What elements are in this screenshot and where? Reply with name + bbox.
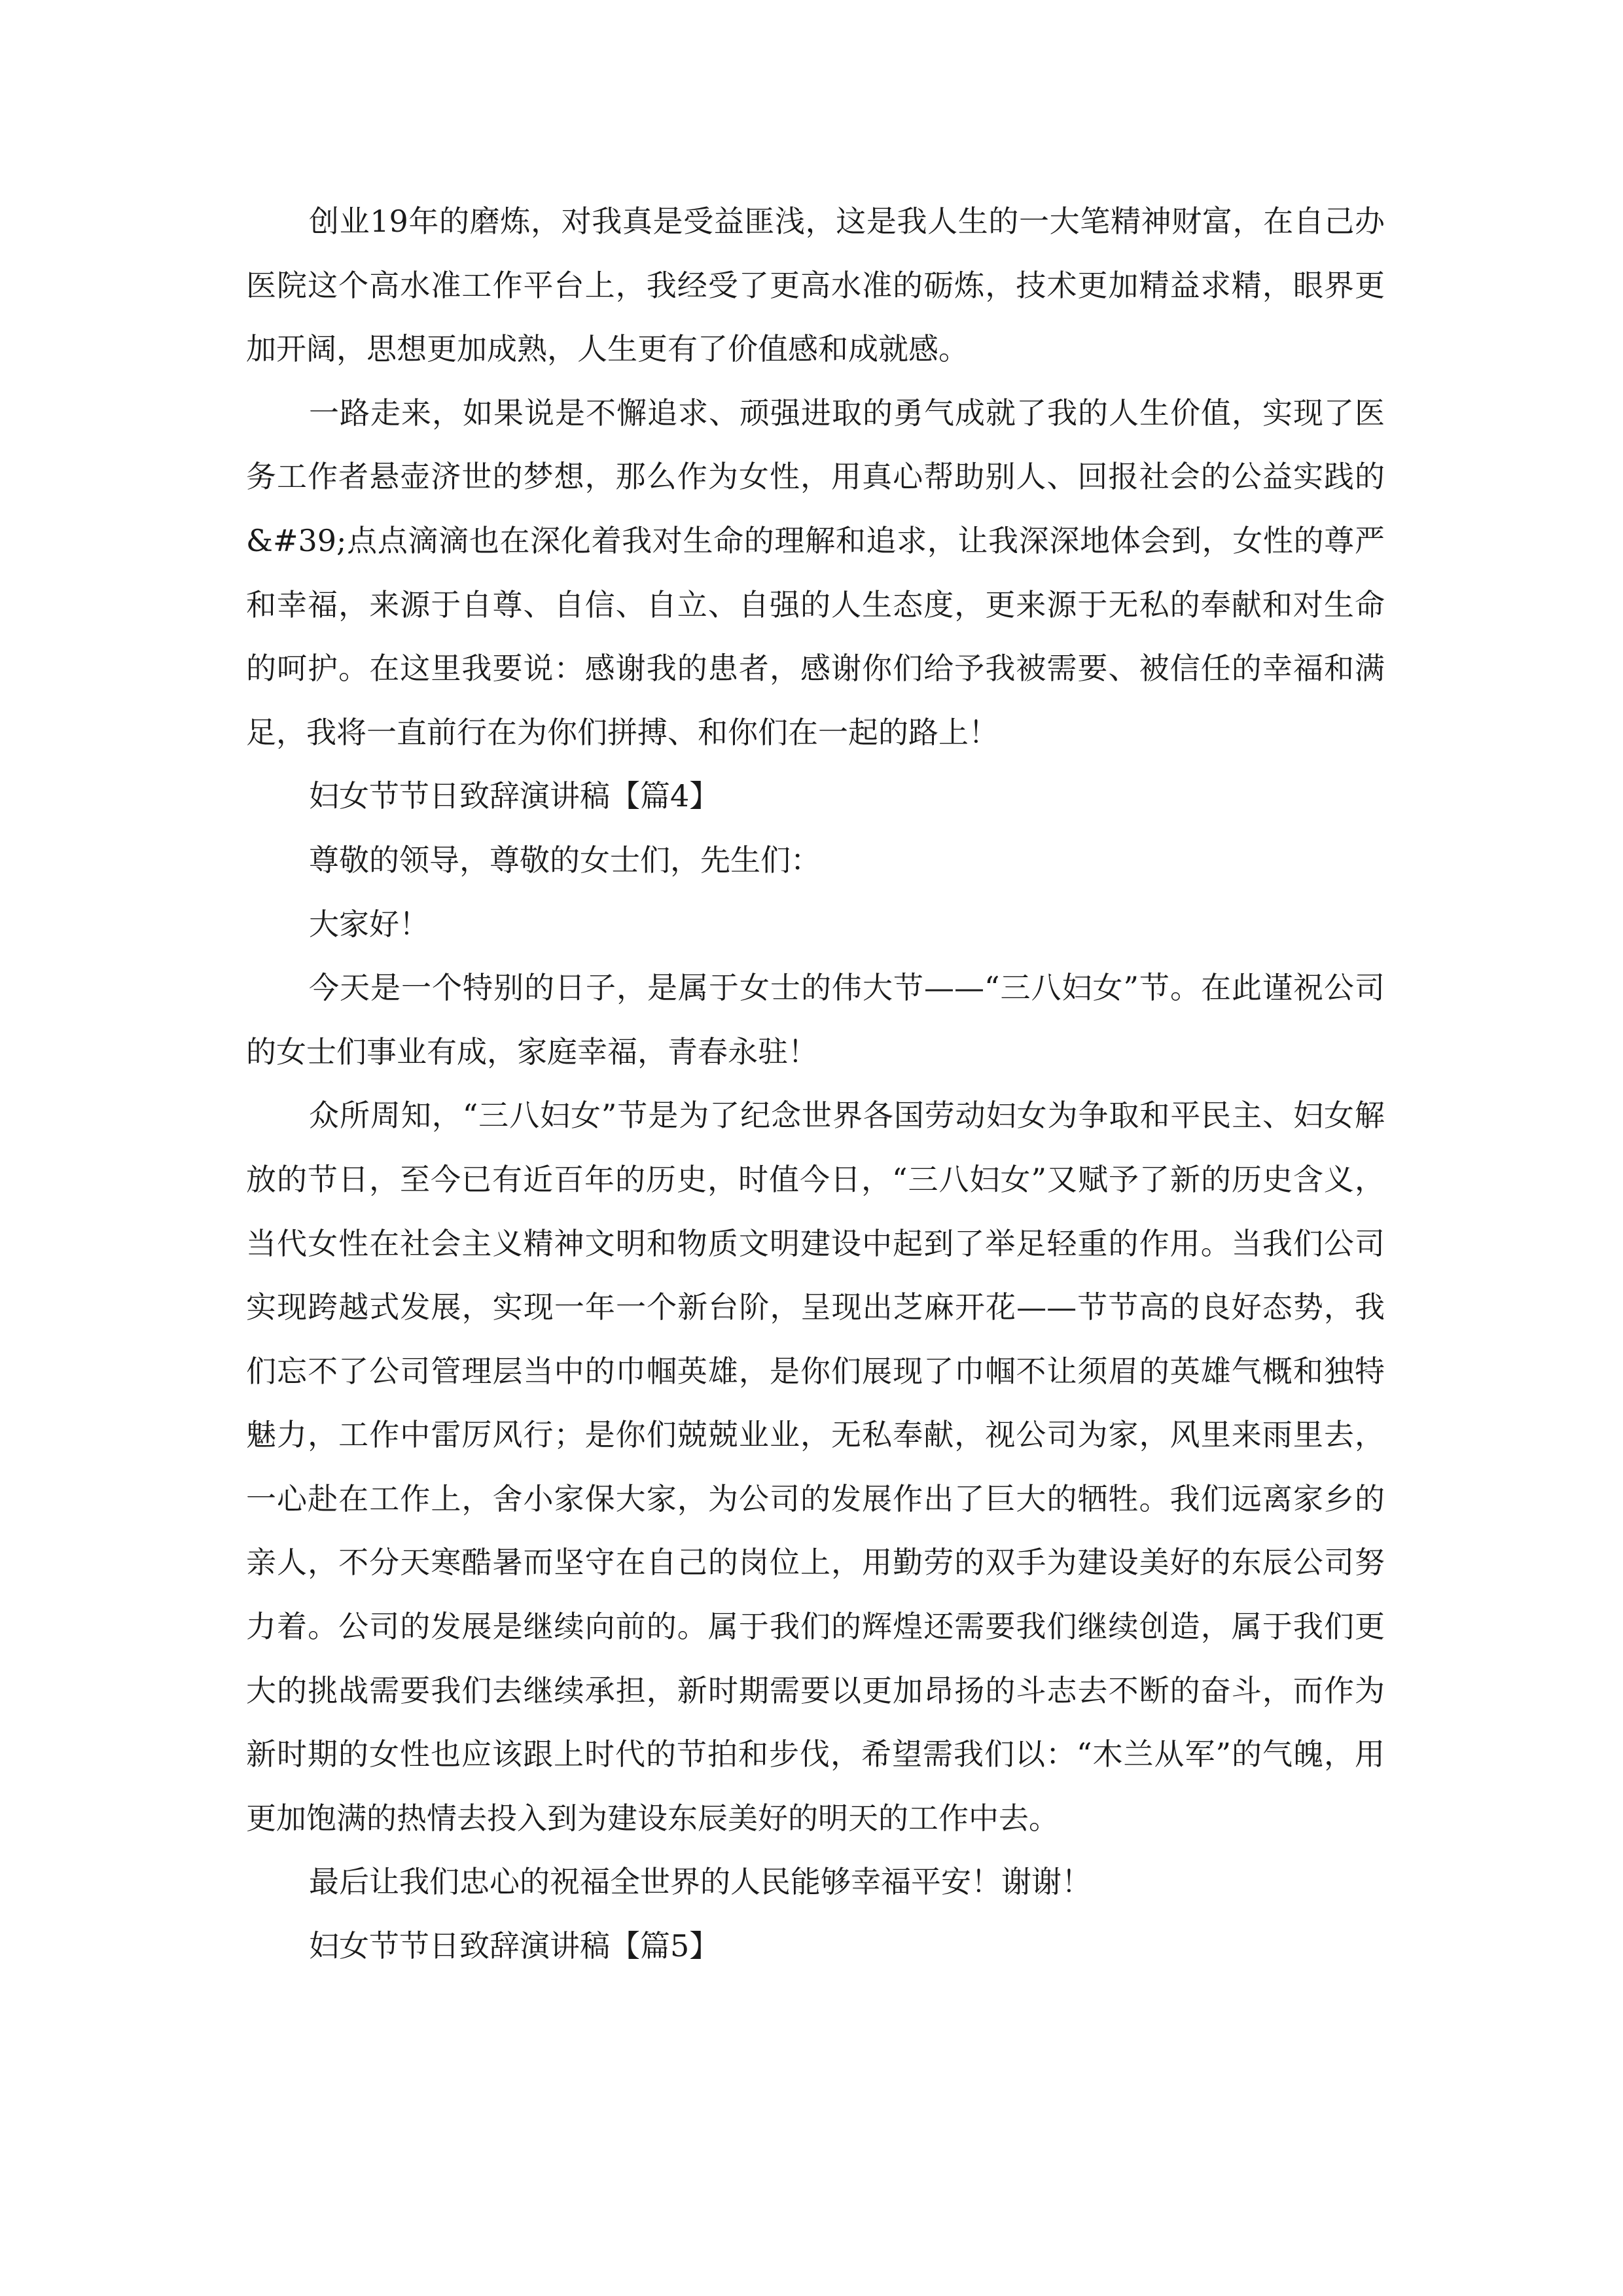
section-heading-5: 妇女节节日致辞演讲稿【篇5】 [309,1928,720,1964]
paragraph-womens-day-history: 众所周知，“三八妇女”节是为了纪念世界各国劳动妇女为争取和平民主、妇女解放的节日，至今已有近百年的历史，时值今日，“三八妇女”又赋予了新的历史含义，当代女性在社会主义精神文明和物质文明建设中起到了举足轻重的作用。当我们公司实现跨越式发展，实现一年一个新台阶，呈现出芝麻开花——节节高的良好态势，我们忘不了公司管理层当中的巾帼英雄，是你们展现了巾帼不让须眉的英雄气概和独特魅力，工作中雷厉风行；是你们兢兢业业，无私奉献，视公司为家，风里来雨里去，一心赴在工作上，舍小家保大家，为公司的发展作出了巨大的牺牲。我们远离家乡的亲人，不分天寒酷暑而坚守在自己的岗位上，用勤劳的双手为建设美好的东辰公司努力着。公司的发展是继续向前的。属于我们的辉煌还需要我们继续创造，属于我们更大的挑战需要我们去继续承担，新时期需要以更加昂扬的斗志去不断的奋斗，而作为新时期的女性也应该跟上时代的节拍和步伐，希望需我们以：“木兰从军”的气魄，用更加饱满的热情去投入到为建设东辰美好的明天的工作中去。 [246,1098,1385,1836]
salutation: 尊敬的领导，尊敬的女士们，先生们： [309,842,821,878]
paragraph-life-value: 一路走来，如果说是不懈追求、顽强进取的勇气成就了我的人生价值，实现了医务工作者悬壶济世的梦想，那么作为女性，用真心帮助别人、回报社会的公益实践的&#39;点点滴滴也在深化着我对生命的理解和追求，让我深深地体会到，女性的尊严和幸福，来源于自尊、自信、自立、自强的人生态度，更来源于无私的奉献和对生命的呵护。在这里我要说：感谢我的患者，感谢你们给予我被需要、被信任的幸福和满足，我将一直前行在为你们拼搏、和你们在一起的路上！ [246,395,1385,750]
paragraph-closing-wish: 最后让我们忠心的祝福全世界的人民能够幸福平安！谢谢！ [309,1864,1092,1900]
section-heading-4: 妇女节节日致辞演讲稿【篇4】 [309,778,720,814]
paragraph-entrepreneurship: 创业19年的磨炼，对我真是受益匪浅，这是我人生的一大笔精神财富，在自己办医院这个高水准工作平台上，我经受了更高水准的砺炼，技术更加精益求精，眼界更加开阔，思想更加成熟，人生更有了价值感和成就感。 [246,204,1385,367]
document-body [246,190,1385,1979]
greeting: 大家好！ [309,906,429,942]
paragraph-special-day: 今天是一个特别的日子，是属于女士的伟大节——“三八妇女”节。在此谨祝公司的女士们事业有成，家庭幸福，青春永驻！ [246,970,1385,1069]
